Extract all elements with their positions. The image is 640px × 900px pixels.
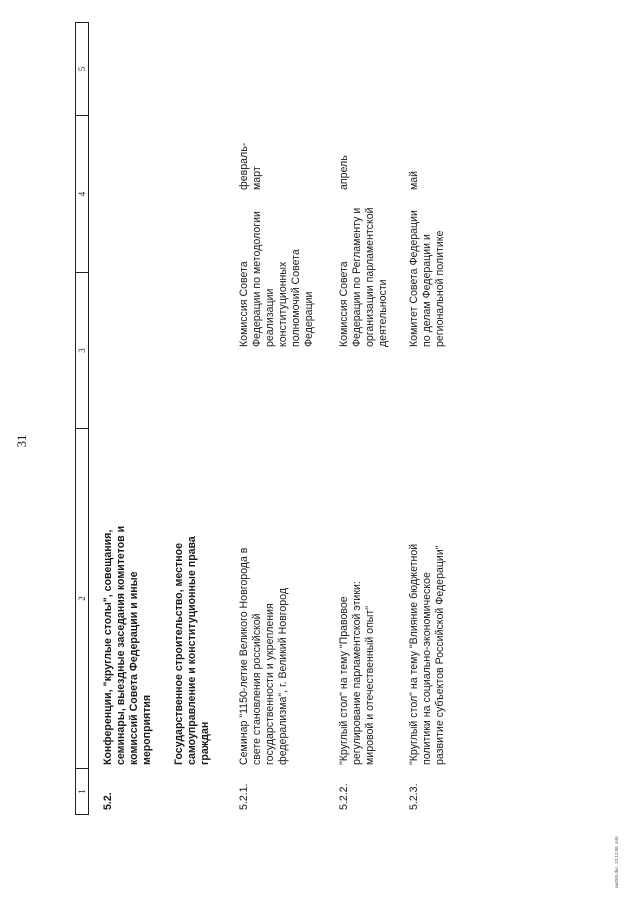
row-title: "Круглый стол" на тему "Правовое регулирование парламентской этики: мировой и отечественный опыт" xyxy=(338,581,376,765)
row-code: 5.2. xyxy=(102,792,114,810)
row-title: "Круглый стол" на тему "Влияние бюджетной политики на социально-экономическое развитие субъектов Российской Федерации" xyxy=(408,543,446,765)
header-col-1: 1 xyxy=(76,768,88,814)
table-header-row xyxy=(75,22,89,815)
row-subtitle: Государственное строительство, местное самоуправление и конституционные права граждан xyxy=(173,536,211,765)
row-responsible: Комитет Совета Федерации по делам Федерации и региональной политике xyxy=(408,210,446,347)
header-col-4: 4 xyxy=(76,115,88,272)
row-term: февраль- март xyxy=(238,142,263,190)
row-responsible: Комиссия Совета Федерации по Регламенту и организации парламентской деятельности xyxy=(338,207,389,347)
row-title: Семинар "1150-летие Великого Новгорода в свете становления российской государственности и укрепления федерализма", г. Великий Новгород xyxy=(238,547,289,765)
row-title: Конференции, "круглые столы", совещания, семинары, выездные заседания комитетов и комиссий Совета Федерации и иные мероприятия xyxy=(102,525,153,765)
header-col-5: 5 xyxy=(76,22,88,115)
row-term: апрель xyxy=(338,155,350,190)
row-responsible: Комиссия Совета Федерации по методологии реализации конституционных полномочий Совета Федерации xyxy=(238,211,315,347)
row-code: 5.2.1. xyxy=(238,783,250,810)
document-footer: oм265.doc 23.12.08 446 xyxy=(614,836,619,888)
row-code: 5.2.2. xyxy=(338,783,350,810)
page-number: 31 xyxy=(14,434,29,448)
row-code: 5.2.3. xyxy=(408,783,420,810)
header-col-2: 2 xyxy=(76,428,88,768)
header-col-3: 3 xyxy=(76,272,88,428)
row-term: май xyxy=(408,170,420,190)
